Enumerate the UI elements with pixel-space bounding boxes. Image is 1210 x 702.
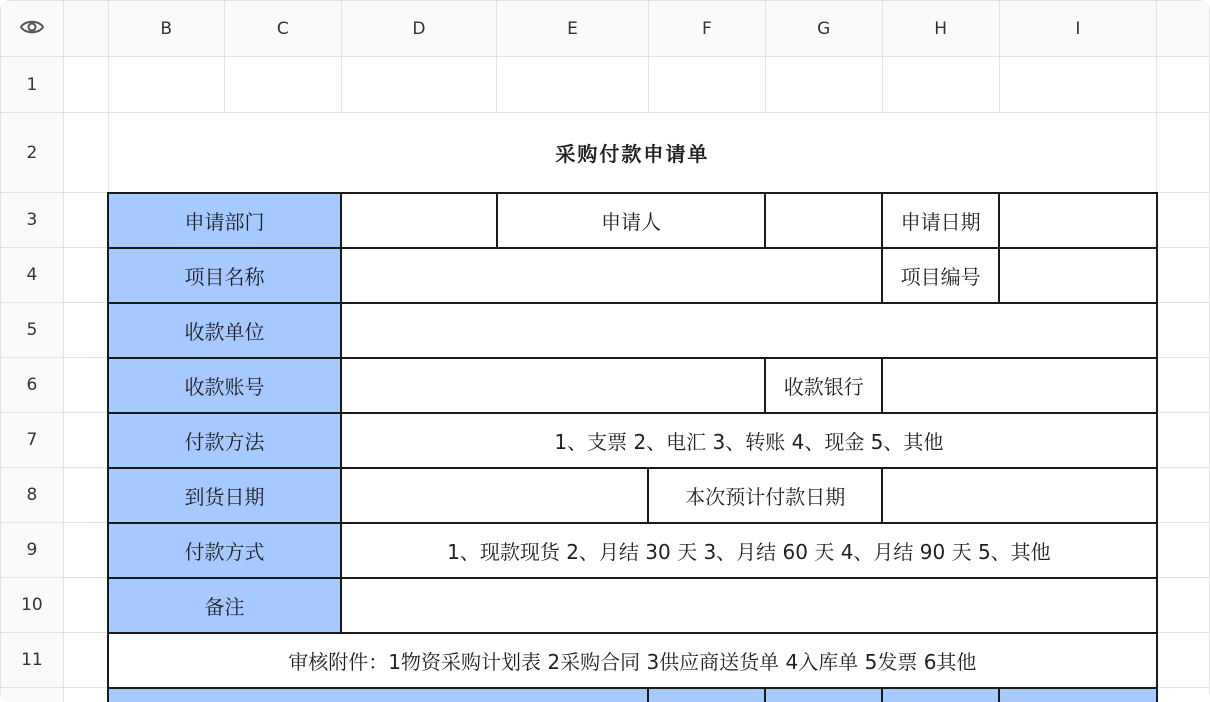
cell[interactable] — [1157, 468, 1210, 523]
cell[interactable] — [1157, 413, 1210, 468]
cell[interactable] — [765, 57, 882, 113]
dept-value-cell[interactable] — [341, 193, 497, 248]
cell[interactable] — [63, 523, 108, 578]
project-no-value-cell[interactable] — [999, 248, 1157, 303]
cell[interactable] — [1157, 633, 1210, 688]
select-all-corner[interactable] — [1, 1, 64, 57]
column-header-f[interactable]: F — [648, 1, 765, 57]
column-header-g[interactable]: G — [765, 1, 882, 57]
partial-blue-cell[interactable] — [108, 688, 648, 702]
cell[interactable] — [63, 468, 108, 523]
pay-terms-options-cell[interactable]: 1、现款现货 2、月结 30 天 3、月结 60 天 4、月结 90 天 5、其他 — [341, 523, 1157, 578]
column-header-a[interactable] — [63, 1, 108, 57]
apply-date-label-cell[interactable]: 申请日期 — [882, 193, 999, 248]
partial-blue-cell[interactable] — [882, 688, 999, 702]
cell[interactable] — [63, 303, 108, 358]
project-name-label-cell[interactable]: 项目名称 — [108, 248, 341, 303]
form-title[interactable]: 采购付款申请单 — [108, 113, 1157, 193]
row-header-9[interactable]: 9 — [1, 523, 64, 578]
eye-icon[interactable] — [19, 17, 45, 41]
row-header-4[interactable]: 4 — [1, 248, 64, 303]
cell[interactable] — [108, 57, 225, 113]
payee-value-cell[interactable] — [341, 303, 1157, 358]
cell[interactable] — [1157, 248, 1210, 303]
pay-terms-label-cell[interactable]: 付款方式 — [108, 523, 341, 578]
row-header-3[interactable]: 3 — [1, 193, 64, 248]
account-label-cell[interactable]: 收款账号 — [108, 358, 341, 413]
bank-label-cell[interactable]: 收款银行 — [765, 358, 882, 413]
row-header-11[interactable]: 11 — [1, 633, 64, 688]
cell[interactable] — [1157, 358, 1210, 413]
est-pay-date-label-cell[interactable]: 本次预计付款日期 — [648, 468, 882, 523]
est-pay-date-value-cell[interactable] — [882, 468, 1157, 523]
cell[interactable] — [1157, 57, 1210, 113]
column-header-i[interactable]: I — [999, 1, 1157, 57]
column-header-b[interactable]: B — [108, 1, 225, 57]
project-no-label-cell[interactable]: 项目编号 — [882, 248, 999, 303]
payee-label-cell[interactable]: 收款单位 — [108, 303, 341, 358]
cell[interactable] — [1157, 193, 1210, 248]
column-header-j[interactable] — [1157, 1, 1210, 57]
arrival-date-label-cell[interactable]: 到货日期 — [108, 468, 341, 523]
row-header-8[interactable]: 8 — [1, 468, 64, 523]
remark-label-cell[interactable]: 备注 — [108, 578, 341, 633]
partial-blue-cell[interactable] — [999, 688, 1157, 702]
applicant-value-cell[interactable] — [765, 193, 882, 248]
row-header-6[interactable]: 6 — [1, 358, 64, 413]
cell[interactable] — [63, 358, 108, 413]
attachments-cell[interactable]: 审核附件：1物资采购计划表 2采购合同 3供应商送货单 4入库单 5发票 6其他 — [108, 633, 1157, 688]
row-header-1[interactable]: 1 — [1, 57, 64, 113]
cell[interactable] — [63, 248, 108, 303]
column-header-h[interactable]: H — [882, 1, 999, 57]
cell[interactable] — [225, 57, 342, 113]
column-header-e[interactable]: E — [497, 1, 649, 57]
cell[interactable] — [882, 57, 999, 113]
dept-label-cell[interactable]: 申请部门 — [108, 193, 341, 248]
cell[interactable] — [63, 193, 108, 248]
row-header-2[interactable]: 2 — [1, 113, 64, 193]
pay-method-label-cell[interactable]: 付款方法 — [108, 413, 341, 468]
cell[interactable] — [63, 578, 108, 633]
cell[interactable] — [1157, 688, 1210, 702]
column-header-d[interactable]: D — [341, 1, 497, 57]
cell[interactable] — [341, 57, 497, 113]
partial-blue-cell[interactable] — [765, 688, 882, 702]
bank-value-cell[interactable] — [882, 358, 1157, 413]
column-header-c[interactable]: C — [225, 1, 342, 57]
row-header-12[interactable] — [1, 688, 64, 702]
applicant-label-cell[interactable]: 申请人 — [497, 193, 766, 248]
project-name-value-cell[interactable] — [341, 248, 882, 303]
pay-method-options-cell[interactable]: 1、支票 2、电汇 3、转账 4、现金 5、其他 — [341, 413, 1157, 468]
row-header-10[interactable]: 10 — [1, 578, 64, 633]
cell[interactable] — [63, 413, 108, 468]
cell[interactable] — [1157, 578, 1210, 633]
cell[interactable] — [63, 688, 108, 702]
row-header-5[interactable]: 5 — [1, 303, 64, 358]
cell[interactable] — [497, 57, 649, 113]
cell[interactable] — [63, 113, 108, 193]
remark-value-cell[interactable] — [341, 578, 1157, 633]
arrival-date-value-cell[interactable] — [341, 468, 648, 523]
partial-blue-cell[interactable] — [648, 688, 765, 702]
cell[interactable] — [648, 57, 765, 113]
apply-date-value-cell[interactable] — [999, 193, 1157, 248]
cell[interactable] — [999, 57, 1157, 113]
cell[interactable] — [1157, 113, 1210, 193]
row-header-7[interactable]: 7 — [1, 413, 64, 468]
cell[interactable] — [1157, 523, 1210, 578]
account-value-cell[interactable] — [341, 358, 765, 413]
cell[interactable] — [63, 57, 108, 113]
cell[interactable] — [1157, 303, 1210, 358]
cell[interactable] — [63, 633, 108, 688]
